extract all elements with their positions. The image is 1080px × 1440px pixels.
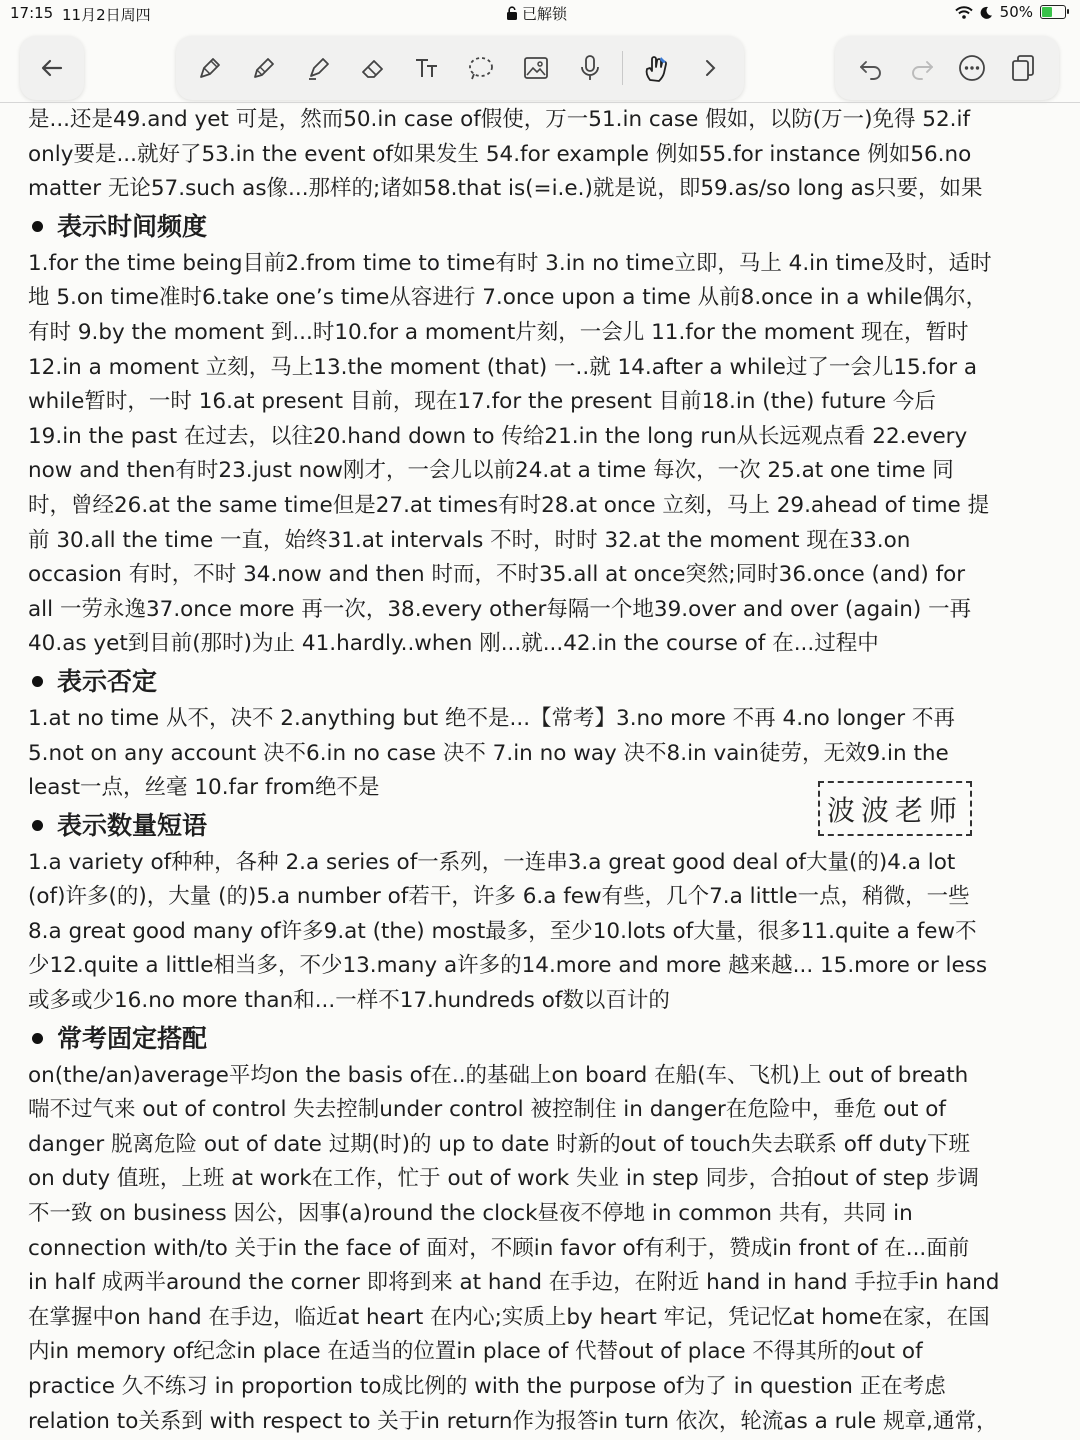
back-group (20, 36, 84, 100)
touch-draw-button[interactable] (634, 46, 678, 90)
note-line: relation to关系到 with respect to 关于in return作为报答in turn 依次，轮流as a rule 规章,通常， (28, 1408, 998, 1434)
bullet-icon (32, 221, 43, 232)
note-line: 1.a variety of种种，各种 2.a series of一系列，一连串3.a great good deal of大量(的)4.a lot (28, 849, 956, 875)
lock-status (506, 3, 567, 24)
note-line: while暂时，一时 16.at present 目前，现在17.for the present 目前18.in (the) future 今后 (28, 389, 936, 415)
eraser-button[interactable] (351, 46, 395, 90)
note-line: least一点，丝毫 10.far from绝不是 (28, 775, 380, 801)
text-tool-button[interactable] (405, 46, 449, 90)
undo-icon (856, 53, 886, 83)
section-heading-text: 表示数量短语 (57, 810, 208, 840)
section-heading-text: 表示否定 (57, 666, 158, 696)
note-line: 地 5.on time准时6.take one’s time从容进行 7.once upon a time 从前8.once in a while偶尔， (28, 285, 988, 311)
more-button[interactable] (950, 46, 994, 90)
note-line: 5.not on any account 决不6.in no case 决不 7.in no way 决不8.in vain徒劳，无效9.in the (28, 740, 949, 766)
chevron-right-icon (695, 53, 725, 83)
toolbar-separator (622, 51, 623, 85)
note-line: 1.for the time being目前2.from time to time有时 3.in no time立即，马上 4.in time及时，适时 (28, 250, 992, 276)
note-line: 内in memory of纪念in place 在适当的位置in place of 代替out of place 不得其所的out of (28, 1339, 923, 1365)
note-line: danger 脱离危险 out of date 过期(时)的 up to date 时新的out of touch失去联系 off duty下班 (28, 1131, 971, 1157)
image-button[interactable] (514, 46, 558, 90)
text-tool-icon (412, 53, 442, 83)
section-heading (28, 662, 1058, 702)
battery-icon (1040, 5, 1066, 19)
note-line: now and then有时23.just now刚才，一会儿以前24.at a time 每次，一次 25.at one time 同 (28, 458, 954, 484)
note-line: 不一致 on business 因公，因事(a)round the clock昼夜不停地 in common 共有，共同 in (28, 1201, 913, 1227)
bullet-icon (32, 1033, 43, 1044)
pen-button[interactable] (188, 46, 232, 90)
lock-label: 已解锁 (522, 5, 568, 23)
bullet-icon (32, 676, 43, 687)
section-heading (28, 1019, 1058, 1059)
section-heading-text: 常考固定搭配 (57, 1023, 208, 1053)
more-icon (957, 53, 987, 83)
microphone-button[interactable] (568, 46, 612, 90)
redo-button[interactable] (900, 46, 944, 90)
status-indicators (955, 3, 1066, 21)
note-line: 有时 9.by the moment 到...时10.for a moment片刻，一会儿 11.for the moment 现在，暂时 (28, 319, 969, 345)
note-line: on(the/an)average平均on the basis of在..的基础上on board 在船(车、飞机)上 out of breath (28, 1062, 969, 1088)
note-line: connection with/to 关于in the face of 面对，不顾in favor of有利于，赞成in front of 在...面前 (28, 1235, 970, 1261)
pencil-button[interactable] (242, 46, 286, 90)
bullet-icon (32, 820, 43, 831)
date: 11月2日周四 (62, 6, 151, 24)
undo-button[interactable] (849, 46, 893, 90)
note-line: (of)许多(的)，大量 (的)5.a number of若干，许多 6.a few有些，几个7.a little一点，稍微，一些 (28, 884, 970, 910)
note-line: only要是...就好了53.in the event of如果发生 54.for example 例如55.for instance 例如56.no (28, 141, 972, 167)
note-line: all 一劳永逸37.once more 再一次，38.every other每隔一个地39.over and over (again) 一再 (28, 596, 972, 622)
section-heading (28, 207, 1058, 247)
highlighter-icon (304, 53, 334, 83)
unlock-icon (506, 6, 518, 21)
highlighter-button[interactable] (297, 46, 341, 90)
clock: 17:15 (10, 4, 54, 22)
history-group (835, 36, 1059, 100)
note-line: 19.in the past 在过去，以往20.hand down to 传给21.in the long run从长远观点看 22.every (28, 423, 968, 449)
status-bar (0, 0, 1080, 28)
note-line: on duty 值班，上班 at work在工作，忙于 out of work 失业 in step 同步，合拍out of step 步调 (28, 1166, 980, 1192)
lasso-button[interactable] (459, 46, 503, 90)
note-line: 前 30.all the time 一直，始终31.at intervals 不时，时时 32.at the moment 现在33.on (28, 527, 911, 553)
note-line: in half 成两半around the corner 即将到来 at hand 在手边，在附近 hand in hand 手拉手in hand (28, 1270, 1000, 1296)
pages-button[interactable] (1001, 46, 1045, 90)
pages-icon (1008, 53, 1038, 83)
note-line: 1.at no time 从不，决不 2.anything but 绝不是...【常考】3.no more 不再 4.no longer 不再 (28, 705, 955, 731)
back-arrow-icon (37, 53, 67, 83)
note-line: 喘不过气来 out of control 失去控制under control 被控制住 in danger在危险中，垂危 out of (28, 1097, 946, 1123)
battery-level (1042, 7, 1052, 17)
note-line: 是...还是49.and yet 可是，然而50.in case of假使，万一51.in case 假如，以防(万一)免得 52.if (28, 107, 971, 132)
note-line: occasion 有时，不时 34.now and then 时而，不时35.all at once突然;同时36.once (and) for (28, 562, 966, 588)
pen-icon (195, 53, 225, 83)
image-icon (521, 53, 551, 83)
wifi-icon (955, 6, 973, 19)
lasso-icon (466, 53, 496, 83)
battery-percent: 50% (999, 3, 1033, 21)
note-line: 在掌握中on hand 在手边，临近at heart 在内心;实质上by heart 牢记，凭记忆at home在家，在国 (28, 1304, 990, 1330)
microphone-icon (575, 53, 605, 83)
note-line: 少12.quite a little相当多，不少13.many a许多的14.more and more 越来越... 15.more or less (28, 953, 988, 979)
more-tools-button[interactable] (688, 46, 732, 90)
touch-draw-icon (641, 53, 671, 83)
note-line: 8.a great good many of许多9.at (the) most最多，至少10.lots of大量，很多11.quite a few不 (28, 918, 977, 944)
redo-icon (907, 53, 937, 83)
eraser-icon (358, 53, 388, 83)
note-line: matter 无论57.such as像...那样的;诸如58.that is(=i.e.)就是说，即59.as/so long as只要，如果 (28, 176, 983, 202)
author-stamp: 波波老师 (818, 781, 972, 836)
note-content[interactable] (28, 103, 1058, 1439)
note-line: 或多或少16.no more than和...一样不17.hundreds of数以百计的 (28, 988, 670, 1014)
note-line: practice 久不练习 in proportion to成比例的 with the purpose of为了 in question 正在考虑 (28, 1374, 946, 1399)
note-line: 40.as yet到目前(那时)为止 41.hardly..when 刚...就...42.in the course of 在...过程中 (28, 631, 879, 657)
pencil-icon (249, 53, 279, 83)
section-heading-text: 表示时间频度 (57, 211, 208, 241)
note-line: 时，曾经26.at the same time但是27.at times有时28.at once 立刻，马上 29.ahead of time 提 (28, 492, 990, 518)
back-button[interactable] (30, 46, 74, 90)
moon-icon (980, 6, 993, 19)
note-line: 12.in a moment 立刻，马上13.the moment (that) 一..就 14.after a while过了一会儿15.for a (28, 354, 978, 380)
drawing-tools (176, 36, 744, 100)
